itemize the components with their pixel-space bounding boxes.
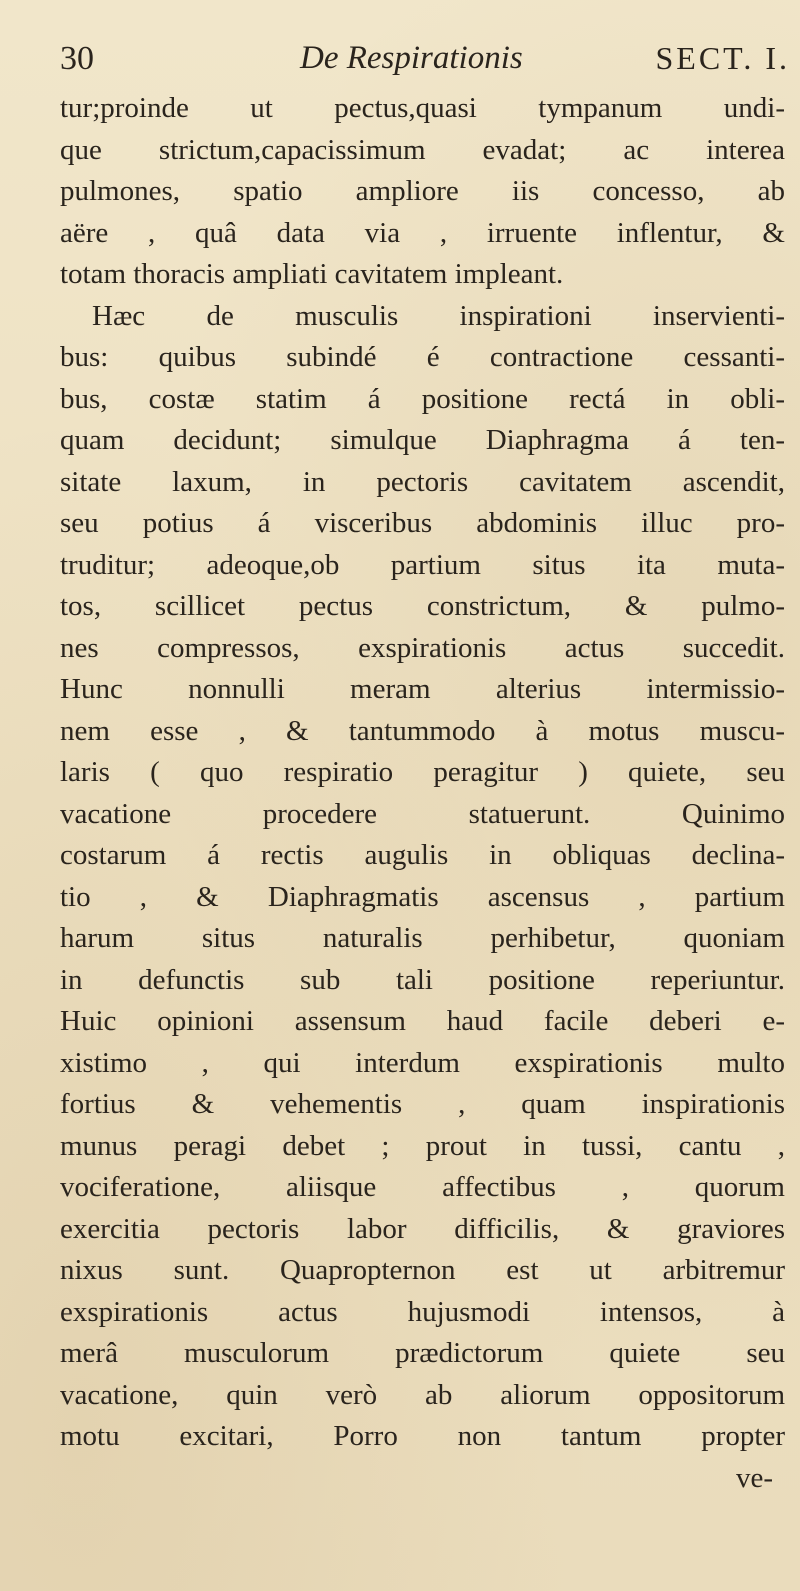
text-line: que strictum,capacissimum evadat; ac interea [60,133,785,166]
text-line: vacatione, quin verò ab aliorum oppositorum [60,1378,785,1411]
text-line: vociferatione, aliisque affectibus , quorum [60,1171,785,1203]
text-line: fortius & vehementis , quam inspirationis [60,1088,785,1120]
text-line: aëre , quâ data via , irruente inflentur, & [60,216,785,249]
text-line: totam thoracis ampliati cavitatem impleant. [60,258,564,290]
text-line: exspirationis actus hujusmodi intensos, à [60,1295,785,1328]
text-line: harum situs naturalis perhibetur, quoniam [60,922,785,954]
catchword: ve- [735,1461,773,1494]
text-line: nem esse , & tantummodo à motus muscu- [60,714,785,747]
text-line: tur;proinde ut pectus,quasi tympanum undi- [60,92,785,124]
text-line: tos, scillicet pectus constrictum, & pulmo- [60,590,785,622]
text-line: Hunc nonnulli meram alterius intermissio- [60,673,785,705]
text-line: truditur; adeoque,ob partium situs ita muta- [60,548,785,581]
text-line: motu excitari, Porro non tantum propter [60,1420,785,1452]
text-line: pulmones, spatio ampliore iis concesso, ab [60,175,785,207]
text-line: exercitia pectoris labor difficilis, & graviores [60,1212,785,1245]
page-number: 30 [60,40,94,77]
text-line: tio , & Diaphragmatis ascensus , partium [60,880,785,913]
body-text [60,88,785,1499]
text-line: vacatione procedere statuerunt. Quinimo [60,797,785,830]
text-line: merâ musculorum prædictorum quiete seu [60,1337,785,1369]
text-line: munus peragi debet ; prout in tussi, cantu , [60,1129,785,1162]
text-line: Hæc de musculis inspirationi inservienti- [92,299,785,332]
text-line: seu potius á visceribus abdominis illuc pro- [60,507,785,539]
text-line: Huic opinioni assensum haud facile deberi e- [60,1005,785,1037]
text-line: in defunctis sub tali positione reperiuntur. [60,963,785,996]
text-line: bus, costæ statim á positione rectá in obli- [60,382,785,415]
text-line: laris ( quo respiratio peragitur ) quiete, seu [60,756,785,788]
text-line: nes compressos, exspirationis actus succedit. [60,631,785,664]
page-header [60,40,790,90]
text-line: xistimo , qui interdum exspirationis multo [60,1046,785,1079]
text-line: sitate laxum, in pectoris cavitatem ascendit, [60,465,785,498]
text-line: nixus sunt. Quapropternon est ut arbitremur [60,1254,785,1286]
text-line: bus: quibus subindé é contractione cessanti- [60,341,785,373]
text-line: quam decidunt; simulque Diaphragma á ten- [60,424,785,456]
section-label: SECT. I. [655,40,790,76]
running-title: De Respirationis [300,40,523,76]
text-line: costarum á rectis augulis in obliquas declina- [60,839,785,871]
